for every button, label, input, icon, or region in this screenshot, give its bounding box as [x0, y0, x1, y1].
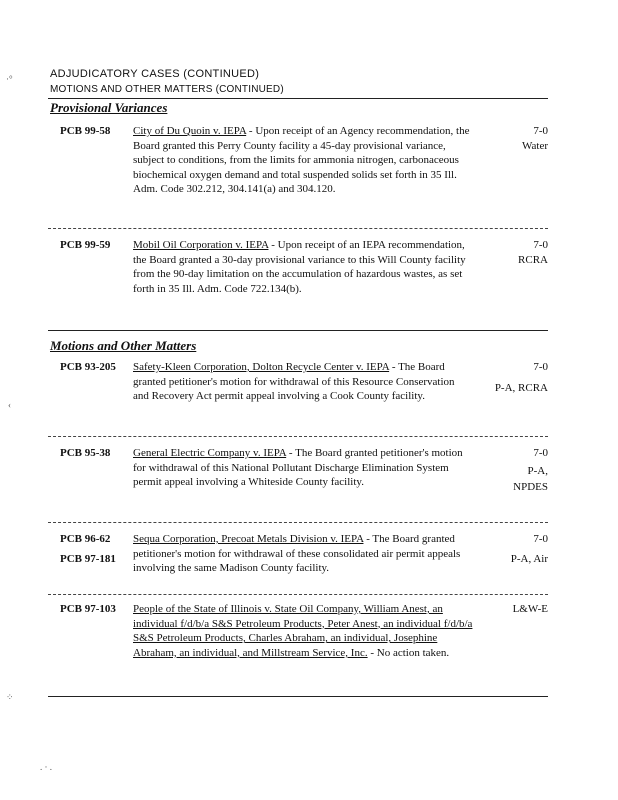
- case-code: Water: [522, 140, 548, 152]
- case-text: - The Board granted petitioner's motion for withdrawal of this Resource Conservation and Recovery Act permit appeal involving a Cook County facility.: [133, 361, 455, 403]
- case-caption: City of Du Quoin v. IEPA: [133, 125, 247, 137]
- case-description: [133, 602, 473, 660]
- case-vote: 7-0: [533, 361, 548, 373]
- case-number: PCB 99-59: [60, 239, 111, 251]
- entry-divider: [48, 228, 548, 229]
- scan-speck-icon: ·°: [6, 74, 13, 84]
- case-caption: Safety-Kleen Corporation, Dolton Recycle Center v. IEPA: [133, 361, 390, 373]
- case-description: [133, 238, 473, 296]
- case-number: PCB 93-205: [60, 361, 116, 373]
- page-subheader: MOTIONS AND OTHER MATTERS (CONTINUED): [50, 84, 284, 95]
- case-text: - The Board granted petitioner's motion for withdrawal of these consolidated air permit appeals involving the same Madison County facility.: [133, 533, 461, 575]
- entry-divider: [48, 436, 548, 437]
- section-title-motions: Motions and Other Matters: [50, 338, 197, 353]
- case-code: RCRA: [518, 254, 548, 266]
- page-header: ADJUDICATORY CASES (CONTINUED): [50, 68, 260, 80]
- scan-speck-icon: ‹: [8, 400, 11, 410]
- case-code: NPDES: [513, 481, 548, 493]
- entry-divider: [48, 522, 548, 523]
- case-text: - The Board granted petitioner's motion for withdrawal of this National Pollutant Discharge Elimination System permit appeal involving a Whiteside County facility.: [133, 447, 463, 489]
- case-number: PCB 95-38: [60, 447, 111, 459]
- case-code: P-A, Air: [510, 553, 548, 565]
- section-rule: [48, 330, 548, 331]
- scan-speck-icon: . · .: [40, 762, 52, 772]
- case-text: - No action taken.: [367, 646, 450, 659]
- case-text: - Upon receipt of an IEPA recommendation, the Board granted a 30-day provisional variance to this Will County facility from the 90-day limitation on the accumulation of hazardous wastes, as set forth in 35 Ill. Adm. Code 722.134(b).: [133, 239, 466, 295]
- case-code: P-A, RCRA: [494, 382, 548, 394]
- case-description: [133, 360, 473, 404]
- entry-divider: [48, 594, 548, 595]
- section-title-provisional: Provisional Variances: [50, 100, 168, 115]
- case-number: PCB 99-58: [60, 125, 111, 137]
- case-description: [133, 124, 473, 197]
- footer-rule: [48, 696, 548, 697]
- case-number: PCB 96-62: [60, 533, 111, 545]
- case-caption: Mobil Oil Corporation v. IEPA: [133, 239, 269, 251]
- case-code: L&W-E: [512, 603, 548, 615]
- header-rule: [48, 98, 548, 99]
- case-code: P-A,: [527, 465, 548, 477]
- case-number: PCB 97-103: [60, 603, 116, 615]
- case-caption: General Electric Company v. IEPA: [133, 447, 287, 459]
- case-description: [133, 446, 473, 490]
- case-text: - Upon receipt of an Agency recommendation, the Board granted this Perry County facility a 45-day provisional variance, subject to conditions, from the limits for ammonia nitrogen, carbonaceous biochemical oxygen demand and total suspended solids set forth in 35 Ill. Adm. Code 302.212, 304.141(a) and 304.120.: [133, 125, 470, 196]
- case-vote: 7-0: [533, 447, 548, 459]
- case-vote: 7-0: [533, 533, 548, 545]
- case-number-secondary: PCB 97-181: [60, 553, 116, 565]
- case-caption: Sequa Corporation, Precoat Metals Division v. IEPA: [133, 533, 364, 545]
- case-caption: People of the State of Illinois v. State Oil Company, William Anest, an individual f/d/b/a S&S Petroleum Products, Peter Anest, an individual f/d/b/a S&S Petroleum Products, Charles Abraham, an individual, Josephine Abraham, an individual, and Millstream Service, Inc.: [133, 603, 473, 659]
- case-vote: 7-0: [533, 239, 548, 251]
- case-vote: 7-0: [533, 125, 548, 137]
- case-description: [133, 532, 473, 576]
- scan-speck-icon: ⁘: [6, 692, 14, 702]
